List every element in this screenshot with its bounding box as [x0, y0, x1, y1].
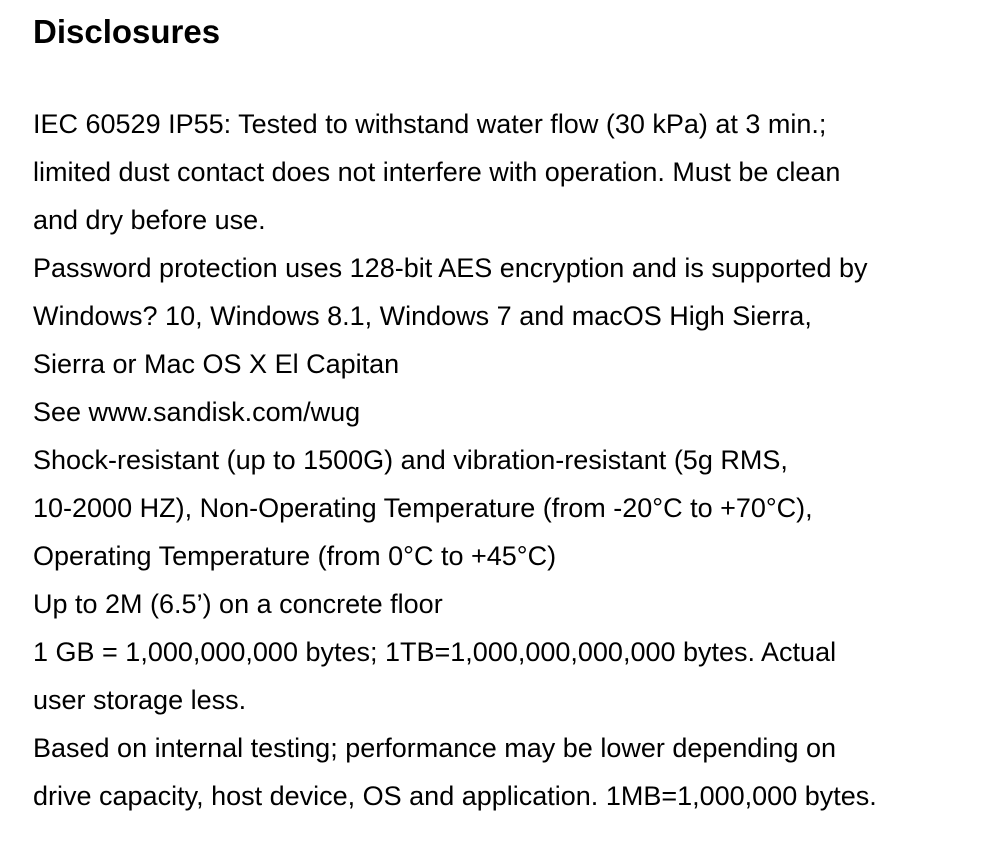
disclosure-storage-capacity	[33, 628, 988, 724]
disclosure-text-line: See www.sandisk.com/wug	[33, 397, 361, 427]
disclosure-text-line: Up to 2M (6.5’) on a concrete floor	[33, 589, 443, 619]
disclosure-drop-resistance	[33, 580, 988, 628]
disclosure-text-line: Operating Temperature (from 0°C to +45°C)	[33, 541, 557, 571]
disclosure-performance-testing	[33, 724, 988, 820]
disclosure-warranty-link	[33, 388, 988, 436]
disclosure-password-protection	[33, 244, 988, 388]
disclosure-text-line: IEC 60529 IP55: Tested to withstand water flow (30 kPa) at 3 min.;	[33, 109, 827, 139]
disclosure-text-line: drive capacity, host device, OS and application. 1MB=1,000,000 bytes.	[33, 781, 877, 811]
disclosure-water-dust-rating	[33, 100, 988, 244]
page-title: Disclosures	[33, 13, 221, 50]
disclosure-shock-vibration-temperature	[33, 436, 988, 580]
disclosure-text-line: Based on internal testing; performance may be lower depending on	[33, 733, 836, 763]
disclosure-text-line: user storage less.	[33, 685, 247, 715]
disclosure-text-line: Password protection uses 128-bit AES encryption and is supported by	[33, 253, 868, 283]
disclosures-list	[33, 100, 988, 820]
disclosure-text-line: Sierra or Mac OS X El Capitan	[33, 349, 400, 379]
disclosure-text-line: Shock-resistant (up to 1500G) and vibration-resistant (5g RMS,	[33, 445, 788, 475]
disclosure-text-line: 10-2000 HZ), Non-Operating Temperature (from -20°C to +70°C),	[33, 493, 813, 523]
disclosure-text-line: 1 GB = 1,000,000,000 bytes; 1TB=1,000,000,000,000 bytes. Actual	[33, 637, 837, 667]
disclosure-text-line: Windows? 10, Windows 8.1, Windows 7 and macOS High Sierra,	[33, 301, 812, 331]
disclosure-text-line: and dry before use.	[33, 205, 266, 235]
disclosure-text-line: limited dust contact does not interfere with operation. Must be clean	[33, 157, 841, 187]
